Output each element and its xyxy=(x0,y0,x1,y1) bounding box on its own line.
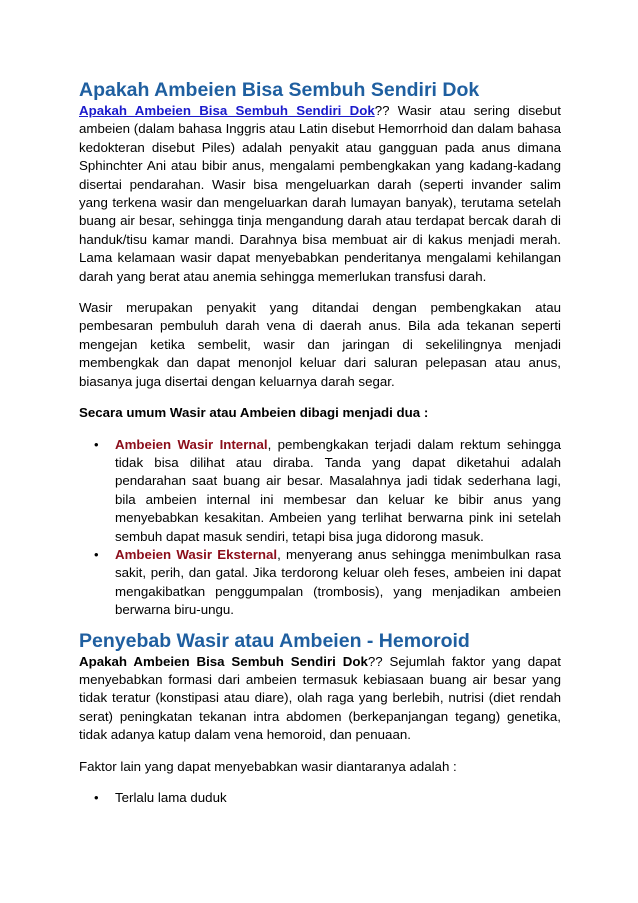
types-list xyxy=(79,436,561,620)
type-name: Ambeien Wasir Eksternal xyxy=(115,546,278,562)
causes-paragraph xyxy=(79,653,561,745)
intro-text: ?? Wasir atau sering disebut ambeien (dalam bahasa Inggris atau Latin disebut Hemorrhoid dan dalam bahasa kedokteran disebut Piles) adalah penyakit atau gangguan pada anus dimana Sphinchter Ani atau bibir anus, mengalami pembengkakan yang kadang-kadang disertai pendarahan. Wasir bisa mengeluarkan darah (seperti invander salim yang terkena wasir dan mengeluarkan darah lumayan banyak), terutama setelah buang air besar, sehingga tinja mengandung darah atau terdapat bercak darah di handuk/tisu kamar mandi. Darahnya bisa membuat air di kakus menjadi merah. Lama kelamaan wasir dapat menyebabkan penderitanya mengalami kehilangan darah yang berat atau anemia sehingga memerlukan transfusi darah. xyxy=(79,103,561,284)
list-item xyxy=(115,546,561,620)
classification-heading: Secara umum Wasir atau Ambeien dibagi menjadi dua : xyxy=(79,405,429,421)
document-page xyxy=(79,72,561,807)
causes-keyword: Apakah Ambeien Bisa Sembuh Sendiri Dok xyxy=(79,653,368,669)
factors-list xyxy=(79,789,561,807)
section-heading: Penyebab Wasir atau Ambeien - Hemoroid xyxy=(79,629,470,652)
type-name: Ambeien Wasir Internal xyxy=(115,436,268,452)
definition-paragraph: Wasir merupakan penyakit yang ditandai dengan pembengkakan atau pembesaran pembuluh darah vena di daerah anus. Bila ada tekanan seperti mengejan ketika sembelit, wasir dan jaringan di sekelilingnya menjadi membengkak dan dapat menonjol keluar dari saluran pelepasan atau anus, biasanya juga disertai dengan keluarnya darah segar. xyxy=(79,300,561,389)
causes-text: ?? Sejumlah faktor yang dapat menyebabkan formasi dari ambeien termasuk kebiasaan buang air besar yang tidak teratur (konstipasi atau diare), olah raga yang berlebih, nutrisi (diet rendah serat) peningkatan tekanan intra abdomen (berkepanjangan tegang) genetika, tidak adanya katup dalam vena hemoroid, dan penuaan. xyxy=(79,653,561,743)
other-factors-paragraph: Faktor lain yang dapat menyebabkan wasir diantaranya adalah : xyxy=(79,758,457,774)
page-title: Apakah Ambeien Bisa Sembuh Sendiri Dok xyxy=(79,79,480,101)
intro-paragraph xyxy=(79,102,561,286)
type-description: , pembengkakan terjadi dalam rektum sehingga tidak bisa dilihat atau diraba. Tanda yang dapat diketahui adalah pendarahan saat buang air besar. Masalahnya jadi tidak sederhana lagi, bila ambeien internal ini membesar dan keluar ke bibir anus yang menyebabkan kesakitan. Ambeien yang terlihat berwarna pink ini setelah sembuh dapat masuk sendiri, tetapi bisa juga didorong masuk. xyxy=(115,436,561,544)
list-item: • Terlalu lama duduk xyxy=(115,789,561,807)
list-item xyxy=(115,436,561,546)
type-description: , menyerang anus sehingga menimbulkan rasa sakit, perih, dan gatal. Jika terdorong keluar oleh feses, ambeien ini dapat mengakibatkan penggumpalan (trombosis), yang menjadikan ambeien berwarna biru-ungu. xyxy=(115,546,561,618)
title-link[interactable]: Apakah Ambeien Bisa Sembuh Sendiri Dok xyxy=(79,103,375,118)
